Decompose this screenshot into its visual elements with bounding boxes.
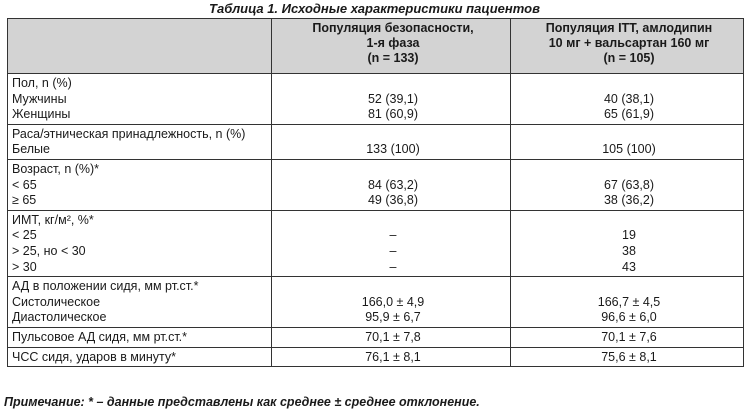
- value-line: 19: [622, 228, 636, 243]
- value-line: 38 (36,2): [603, 193, 655, 208]
- header-line: 10 мг + вальсартан 160 мг: [548, 36, 710, 50]
- table-title: Таблица 1. Исходные характеристики пациентов: [209, 1, 540, 16]
- safety-value-cell: [272, 327, 511, 347]
- label-line: ≥ 65: [12, 193, 37, 208]
- value-line: [515, 213, 743, 229]
- label-cell: [8, 124, 272, 159]
- itt-value-cell: [511, 159, 744, 210]
- label-line: Систолическое: [12, 294, 101, 309]
- value-line: 76,1 ± 8,1: [365, 349, 421, 364]
- itt-value-cell: [511, 327, 744, 347]
- label-line: > 30: [12, 259, 37, 274]
- label-line: Диастолическое: [12, 310, 107, 325]
- label-line: Белые: [12, 142, 50, 157]
- label-line: Пол, n (%): [12, 76, 72, 90]
- value-line: 70,1 ± 7,8: [365, 329, 421, 344]
- value-line: 43: [622, 259, 636, 274]
- value-line: 95,9 ± 6,7: [365, 310, 421, 325]
- table-note: Примечание: * – данные представлены как среднее ± среднее отклонение.: [4, 395, 480, 409]
- label-cell: [8, 347, 272, 367]
- value-line: [515, 279, 743, 295]
- header-line: Популяция ITT, амлодипин: [545, 21, 713, 35]
- value-line: 105 (100): [602, 142, 656, 157]
- value-line: 49 (36,8): [367, 193, 419, 208]
- label-cell: [8, 210, 272, 276]
- label-line: Женщины: [12, 107, 71, 122]
- table-header-row: [8, 19, 744, 74]
- value-line: 96,6 ± 6,0: [601, 310, 657, 325]
- label-line: Возраст, n (%)*: [12, 161, 100, 176]
- value-line: [276, 279, 510, 295]
- label-line: ИМТ, кг/м², %*: [12, 212, 94, 227]
- label-line: < 65: [12, 177, 37, 192]
- header-itt-population: [511, 19, 744, 74]
- value-line: –: [389, 243, 397, 258]
- label-line: < 25: [12, 228, 37, 243]
- value-line: 75,6 ± 8,1: [601, 349, 657, 364]
- value-line: –: [389, 259, 397, 274]
- header-line: (n = 105): [603, 51, 655, 65]
- header-line: (n = 133): [367, 51, 419, 65]
- value-line: 65 (61,9): [603, 107, 655, 122]
- header-safety-population: [272, 19, 511, 74]
- value-line: 70,1 ± 7,6: [601, 329, 657, 344]
- value-line: [276, 76, 510, 92]
- value-line: 133 (100): [366, 142, 420, 157]
- table-row: [8, 327, 744, 347]
- itt-value-cell: [511, 277, 744, 328]
- table-row: [8, 124, 744, 159]
- table-row: [8, 347, 744, 367]
- value-line: 166,7 ± 4,5: [597, 294, 661, 309]
- header-empty-cell: [8, 19, 272, 74]
- value-line: –: [389, 228, 397, 243]
- value-line: [276, 127, 510, 143]
- safety-value-cell: [272, 277, 511, 328]
- value-line: 84 (63,2): [367, 177, 419, 192]
- label-line: Пульсовое АД сидя, мм рт.ст.*: [12, 329, 187, 344]
- value-line: 38: [622, 243, 636, 258]
- safety-value-cell: [272, 347, 511, 367]
- table-row: [8, 74, 744, 125]
- label-line: ЧСС сидя, ударов в минуту*: [12, 349, 177, 364]
- value-line: [276, 162, 510, 178]
- label-cell: [8, 327, 272, 347]
- safety-value-cell: [272, 124, 511, 159]
- value-line: [515, 127, 743, 143]
- value-line: 52 (39,1): [367, 91, 419, 106]
- label-cell: [8, 277, 272, 328]
- value-line: [276, 213, 510, 229]
- itt-value-cell: [511, 74, 744, 125]
- value-line: [515, 76, 743, 92]
- header-line: Популяция безопасности,: [312, 21, 474, 35]
- itt-value-cell: [511, 210, 744, 276]
- value-line: 166,0 ± 4,9: [361, 294, 425, 309]
- safety-value-cell: [272, 74, 511, 125]
- value-line: 67 (63,8): [603, 177, 655, 192]
- value-line: 81 (60,9): [367, 107, 419, 122]
- header-line: 1-я фаза: [366, 36, 420, 50]
- label-cell: [8, 159, 272, 210]
- table-row: [8, 159, 744, 210]
- label-line: АД в положении сидя, мм рт.ст.*: [12, 279, 199, 294]
- label-line: > 25, но < 30: [12, 243, 86, 258]
- table-row: [8, 277, 744, 328]
- label-cell: [8, 74, 272, 125]
- safety-value-cell: [272, 210, 511, 276]
- itt-value-cell: [511, 124, 744, 159]
- label-line: Мужчины: [12, 91, 67, 106]
- itt-value-cell: [511, 347, 744, 367]
- safety-value-cell: [272, 159, 511, 210]
- patient-characteristics-table: [7, 18, 744, 367]
- table-row: [8, 210, 744, 276]
- value-line: 40 (38,1): [603, 91, 655, 106]
- value-line: [515, 162, 743, 178]
- label-line: Раса/этническая принадлежность, n (%): [12, 126, 246, 141]
